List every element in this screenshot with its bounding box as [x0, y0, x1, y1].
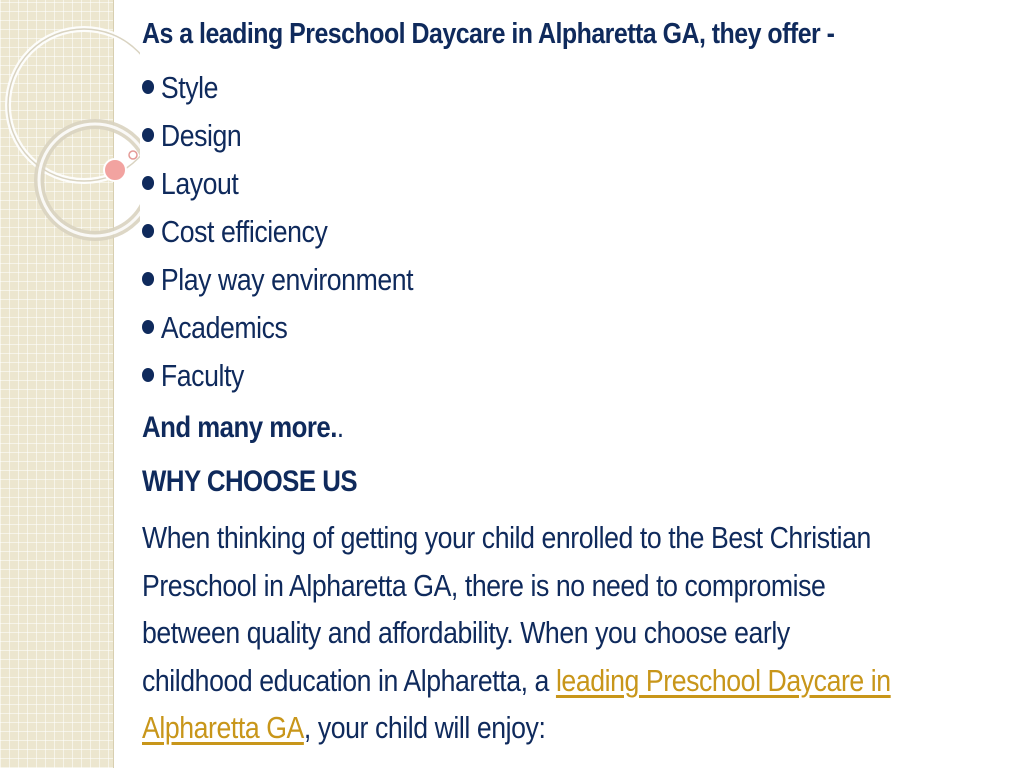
list-item	[142, 64, 882, 112]
list-item-label: Academics	[160, 310, 288, 345]
paragraph-line	[142, 704, 1002, 752]
list-item	[142, 160, 882, 208]
preschool-daycare-link-continued[interactable]: Alpharetta GA	[142, 710, 304, 745]
bullet-icon	[142, 128, 154, 142]
paragraph-line: When thinking of getting your child enrolled to the Best Christian	[142, 520, 871, 555]
bullet-icon	[142, 320, 154, 334]
offer-list	[142, 64, 1002, 400]
list-item-label: Play way environment	[160, 262, 414, 297]
why-choose-us-paragraph	[142, 514, 1002, 752]
list-item	[142, 352, 882, 400]
paragraph-text: , your child will enjoy:	[303, 710, 546, 745]
bullet-icon	[142, 272, 154, 286]
list-item-label: Cost efficiency	[160, 214, 328, 249]
paragraph-line	[142, 657, 1002, 705]
list-item-label: Faculty	[160, 358, 244, 393]
bullet-icon	[142, 176, 154, 190]
why-choose-us-heading: WHY CHOOSE US	[142, 465, 358, 498]
paragraph-text: childhood education in Alpharetta, a	[142, 662, 556, 698]
paragraph-line: Preschool in Alpharetta GA, there is no need to compromise	[142, 567, 826, 603]
small-circle-outline	[129, 151, 137, 159]
page-heading: As a leading Preschool Daycare in Alpharetta GA, they offer -	[142, 18, 835, 50]
bullet-icon	[142, 224, 154, 238]
list-item	[142, 112, 882, 160]
pink-dot	[104, 159, 126, 181]
list-item	[142, 304, 882, 352]
list-item-label: Design	[160, 118, 242, 153]
list-item-label: Layout	[160, 166, 239, 201]
preschool-daycare-link[interactable]: leading Preschool Daycare in	[555, 662, 891, 698]
list-item	[142, 256, 882, 304]
decorative-rings-graphic	[0, 0, 140, 260]
bullet-icon	[142, 80, 154, 94]
paragraph-line: between quality and affordability. When you choose early	[142, 615, 790, 650]
list-item	[142, 208, 882, 256]
bullet-icon	[142, 368, 154, 382]
more-label: And many more.	[142, 411, 337, 444]
and-many-more-text	[142, 400, 882, 456]
large-ring	[8, 29, 140, 181]
more-suffix: .	[336, 411, 344, 444]
list-item-label: Style	[160, 70, 219, 105]
content-area	[142, 14, 1002, 752]
